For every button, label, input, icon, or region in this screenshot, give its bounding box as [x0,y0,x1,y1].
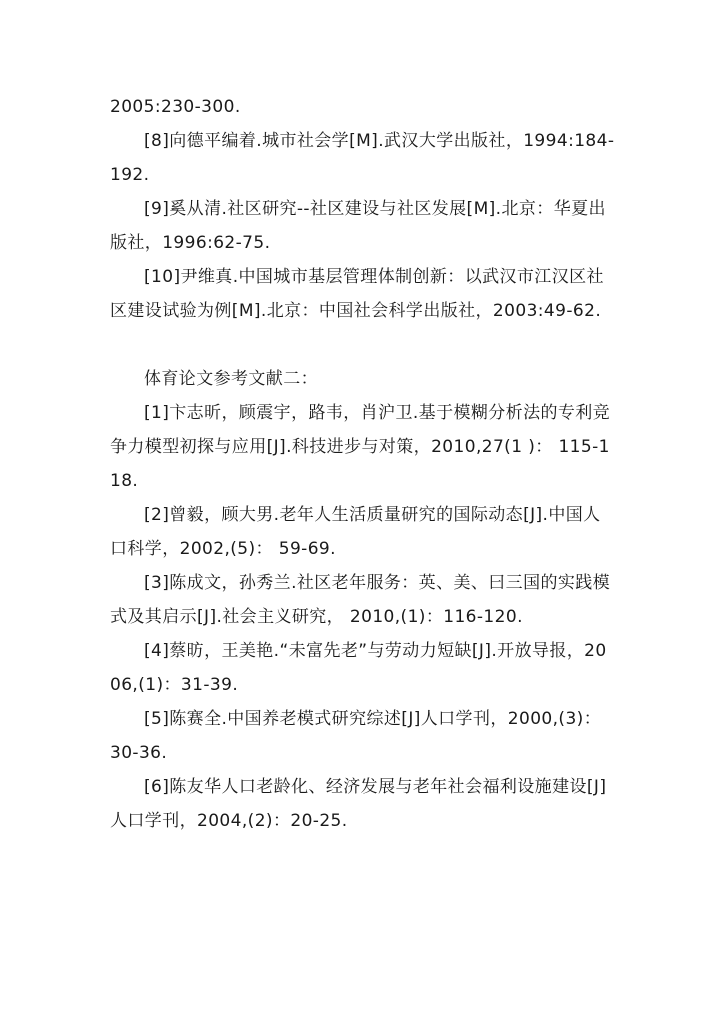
reference-item-2: [2]曾毅，顾大男.老年人生活质量研究的国际动态[J].中国人口科学，2002,(5)： 59-69. [110,505,601,559]
reference-item-5: [5]陈赛全.中国养老模式研究综述[J]人口学刊，2000,(3)： 30-36. [110,709,602,763]
section-title: 体育论文参考文献二： [144,369,318,389]
reference-item-8: [8]向德平编着.城市社会学[M].武汉大学出版社，1994:184-192. [110,131,615,185]
reference-continuation: 2005:230-300. [110,97,241,117]
reference-item-10: [10]尹维真.中国城市基层管理体制创新：以武汉市江汉区社区建设试验为例[M].北京：中国社会科学出版社，2003:49-62. [110,267,604,321]
reference-item-4: [4]蔡昉，王美艳.“未富先老”与劳动力短缺[J].开放导报，2006,(1)：31-39. [110,641,607,695]
reference-item-9: [9]奚从清.社区研究--社区建设与社区发展[M].北京：华夏出版社，1996:62-75. [110,199,606,253]
section-spacer [110,328,615,362]
document-body [110,90,615,838]
reference-item-6: [6]陈友华人口老龄化、经济发展与老年社会福利设施建设[J]人口学刊，2004,(2)：20-25. [110,777,607,831]
reference-item-3: [3]陈成文，孙秀兰.社区老年服务：英、美、曰三国的实践模式及其启示[J].社会主义研究， 2010,(1)：116-120. [110,573,611,627]
reference-item-1: [1]卞志昕，顾震宇，路韦，肖沪卫.基于模糊分析法的专利竞争力模型初探与应用[J].科技进步与对策，2010,27(1 )： 115-118. [110,403,611,491]
